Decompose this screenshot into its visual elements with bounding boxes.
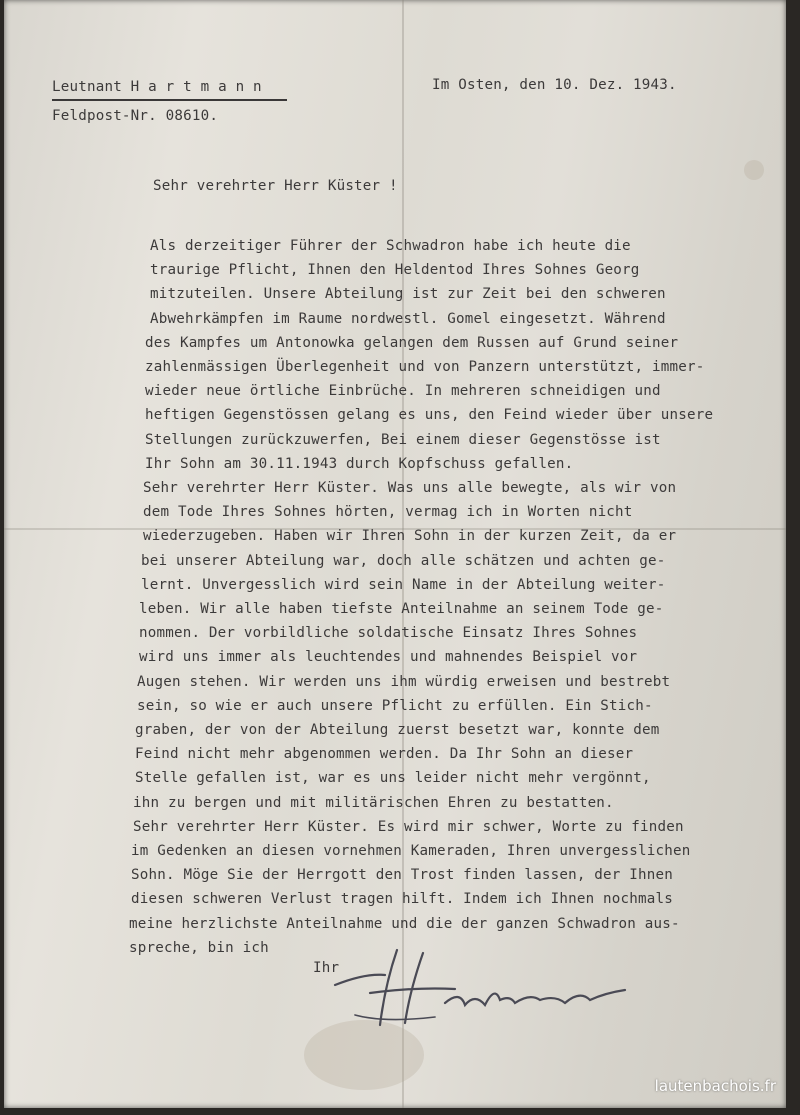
body-line: graben, der von der Abteilung zuerst besetzt war, konnte dem [135,722,660,738]
paper-stain [744,160,764,180]
body-line: wiederzugeben. Haben wir Ihren Sohn in der kurzen Zeit, da er [143,528,677,545]
body-line: spreche, bin ich [129,939,269,956]
salutation: Sehr verehrter Herr Küster ! [153,178,398,194]
handwritten-signature [325,945,645,1035]
body-line: zahlenmässigen Überlegenheit und von Panzern unterstützt, immer- [145,359,705,375]
body-line: sein, so wie er auch unsere Pflicht zu erfüllen. Ein Stich- [137,697,653,714]
body-line: nommen. Der vorbildliche soldatische Einsatz Ihres Sohnes [139,625,638,642]
body-line: mitzuteilen. Unsere Abteilung ist zur Zeit bei den schweren [150,286,666,303]
body-line: wieder neue örtliche Einbrüche. In mehreren schneidigen und [145,383,661,400]
body-line: im Gedenken an diesen vornehmen Kameraden, Ihren unvergesslichen [131,843,691,859]
body-line: lernt. Unvergesslich wird sein Name in der Abteilung weiter- [141,576,666,593]
body-line: Sehr verehrter Herr Küster. Was uns alle bewegte, als wir von [143,480,677,496]
body-line: heftigen Gegenstössen gelang es uns, den Feind wieder über unsere [145,407,714,424]
body-line: Sehr verehrter Herr Küster. Es wird mir schwer, Worte zu finden [133,818,684,835]
body-line: meine herzlichste Anteilnahme und die der ganzen Schwadron aus- [129,915,680,932]
body-line: ihn zu bergen und mit militärischen Ehren zu bestatten. [133,794,614,811]
body-line: dem Tode Ihres Sohnes hörten, vermag ich in Worten nicht [143,504,633,521]
sender-underline [52,99,287,101]
body-line: Augen stehen. Wir werden uns ihm würdig erweisen und bestrebt [137,673,671,690]
body-line: Stellungen zurückzuwerfen, Bei einem dieser Gegenstösse ist [145,431,661,448]
body-line: Feind nicht mehr abgenommen werden. Da Ihr Sohn an dieser [135,746,634,763]
body-line: Ihr Sohn am 30.11.1943 durch Kopfschuss gefallen. [145,455,574,472]
feldpost-number: Feldpost-Nr. 08610. [52,108,219,124]
watermark-text: lautenbachois.fr [654,1077,776,1095]
place-date: Im Osten, den 10. Dez. 1943. [432,77,677,93]
body-line: des Kampfes um Antonowka gelangen dem Russen auf Grund seiner [145,334,679,351]
body-line: diesen schweren Verlust tragen hilft. Indem ich Ihnen nochmals [131,891,673,908]
sender-name: Leutnant H a r t m a n n [52,79,262,95]
body-line: traurige Pflicht, Ihnen den Heldentod Ihres Sohnes Georg [150,262,640,279]
body-line: leben. Wir alle haben tiefste Anteilnahme an seinem Tode ge- [139,601,664,617]
body-line: bei unserer Abteilung war, doch alle schätzen und achten ge- [141,552,666,569]
body-line: Abwehrkämpfen im Raume nordwestl. Gomel eingesetzt. Während [150,310,666,327]
closing: Ihr [313,960,340,976]
body-line: Stelle gefallen ist, war es uns leider nicht mehr vergönnt, [135,770,651,787]
body-line: Sohn. Möge Sie der Herrgott den Trost finden lassen, der Ihnen [131,867,673,884]
body-line: wird uns immer als leuchtendes und mahnendes Beispiel vor [139,649,638,666]
body-line: Als derzeitiger Führer der Schwadron habe ich heute die [150,238,631,254]
